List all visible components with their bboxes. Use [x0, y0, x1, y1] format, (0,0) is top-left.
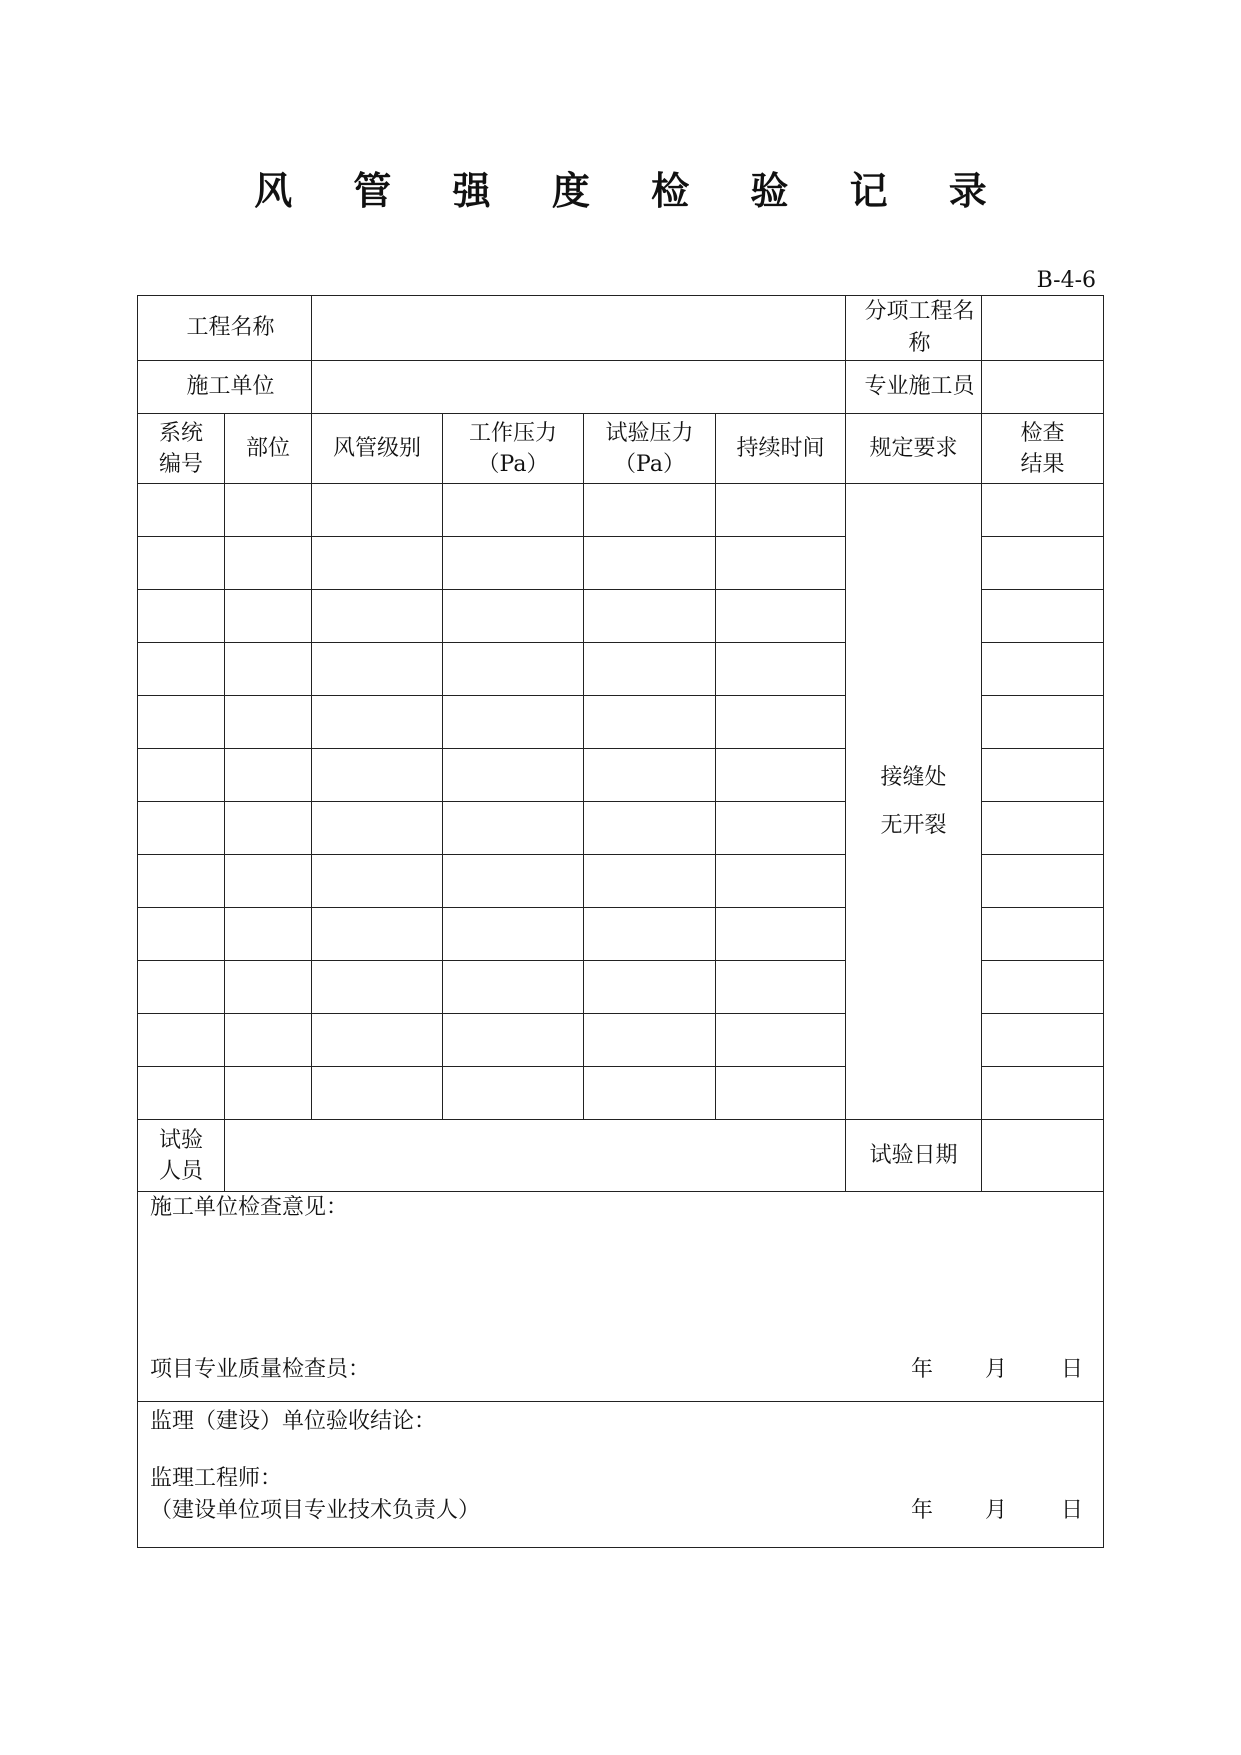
header-requirement: 规定要求: [846, 414, 982, 484]
duration-cell[interactable]: [716, 590, 846, 643]
test-pressure-cell[interactable]: [584, 961, 716, 1014]
construction-unit-label: 施工单位: [138, 361, 312, 414]
supervision-conclusion-label: 监理（建设）单位验收结论：: [150, 1409, 437, 1434]
duration-cell[interactable]: [716, 484, 846, 537]
duct-class-cell[interactable]: [312, 643, 443, 696]
system-no-cell[interactable]: [138, 643, 225, 696]
system-no-cell[interactable]: [138, 749, 225, 802]
test-pressure-cell[interactable]: [584, 484, 716, 537]
duct-class-cell[interactable]: [312, 590, 443, 643]
supervision-conclusion-section[interactable]: [138, 1402, 1104, 1548]
result-cell[interactable]: [982, 696, 1104, 749]
header-test-pressure-line2: （Pa）: [614, 451, 685, 477]
duct-class-cell[interactable]: [312, 749, 443, 802]
result-cell[interactable]: [982, 1067, 1104, 1120]
table-row: [138, 484, 1104, 537]
test-pressure-cell[interactable]: [584, 590, 716, 643]
duration-cell[interactable]: [716, 1067, 846, 1120]
working-pressure-cell[interactable]: [443, 855, 584, 908]
system-no-cell[interactable]: [138, 961, 225, 1014]
header-test-pressure-line1: 试验压力: [605, 420, 694, 446]
test-pressure-cell[interactable]: [584, 855, 716, 908]
system-no-cell[interactable]: [138, 484, 225, 537]
duct-class-cell[interactable]: [312, 855, 443, 908]
result-cell[interactable]: [982, 908, 1104, 961]
date-day: 日: [1061, 1498, 1084, 1523]
construction-opinion-date: [911, 1354, 1084, 1386]
header-result-line2: 结果: [1020, 451, 1065, 477]
duct-class-cell[interactable]: [312, 537, 443, 590]
duct-class-cell[interactable]: [312, 961, 443, 1014]
result-cell[interactable]: [982, 802, 1104, 855]
test-pressure-cell[interactable]: [584, 696, 716, 749]
system-no-cell[interactable]: [138, 1067, 225, 1120]
working-pressure-cell[interactable]: [443, 961, 584, 1014]
result-cell[interactable]: [982, 484, 1104, 537]
working-pressure-cell[interactable]: [443, 696, 584, 749]
header-location: 部位: [225, 414, 312, 484]
test-pressure-cell[interactable]: [584, 1067, 716, 1120]
location-cell[interactable]: [225, 484, 312, 537]
header-result-line1: 检查: [1020, 420, 1065, 446]
duct-class-cell[interactable]: [312, 1014, 443, 1067]
header-system-no: [138, 414, 225, 484]
construction-opinion-label: 施工单位检查意见：: [150, 1195, 349, 1220]
working-pressure-cell[interactable]: [443, 590, 584, 643]
duration-cell[interactable]: [716, 855, 846, 908]
date-day: 日: [1061, 1357, 1084, 1382]
header-duration: 持续时间: [716, 414, 846, 484]
test-pressure-cell[interactable]: [584, 1014, 716, 1067]
result-cell[interactable]: [982, 855, 1104, 908]
duration-cell[interactable]: [716, 643, 846, 696]
location-cell[interactable]: [225, 802, 312, 855]
project-name-label: 工程名称: [138, 296, 312, 361]
result-cell[interactable]: [982, 537, 1104, 590]
duration-cell[interactable]: [716, 1014, 846, 1067]
requirement-line2: 无开裂: [880, 812, 947, 838]
header-duct-class: 风管级别: [312, 414, 443, 484]
duration-cell[interactable]: [716, 961, 846, 1014]
construction-opinion-section[interactable]: [138, 1192, 1104, 1402]
tester-label-line2: 人员: [158, 1158, 203, 1184]
duct-class-cell[interactable]: [312, 484, 443, 537]
working-pressure-cell[interactable]: [443, 802, 584, 855]
working-pressure-cell[interactable]: [443, 1067, 584, 1120]
date-year: 年: [911, 1357, 934, 1382]
requirement-cell: [846, 484, 982, 1120]
date-year: 年: [911, 1498, 934, 1523]
specialist-field[interactable]: [982, 361, 1104, 414]
test-pressure-cell[interactable]: [584, 802, 716, 855]
construction-unit-field[interactable]: [312, 361, 846, 414]
location-cell[interactable]: [225, 961, 312, 1014]
tester-field[interactable]: [225, 1120, 846, 1192]
working-pressure-cell[interactable]: [443, 484, 584, 537]
date-month: 月: [985, 1357, 1008, 1382]
project-name-field[interactable]: [312, 296, 846, 361]
result-cell[interactable]: [982, 749, 1104, 802]
working-pressure-cell[interactable]: [443, 749, 584, 802]
location-cell[interactable]: [225, 908, 312, 961]
header-working-pressure: [443, 414, 584, 484]
duration-cell[interactable]: [716, 537, 846, 590]
working-pressure-cell[interactable]: [443, 908, 584, 961]
system-no-cell[interactable]: [138, 590, 225, 643]
test-date-field[interactable]: [982, 1120, 1104, 1192]
location-cell[interactable]: [225, 590, 312, 643]
duration-cell[interactable]: [716, 696, 846, 749]
system-no-cell[interactable]: [138, 537, 225, 590]
result-cell[interactable]: [982, 1014, 1104, 1067]
duct-class-cell[interactable]: [312, 696, 443, 749]
duration-cell[interactable]: [716, 908, 846, 961]
supervision-conclusion-date: [911, 1495, 1084, 1527]
working-pressure-cell[interactable]: [443, 1014, 584, 1067]
tester-label: [138, 1120, 225, 1192]
sub-project-label: 分项工程名称: [846, 296, 982, 361]
duration-cell[interactable]: [716, 802, 846, 855]
system-no-cell[interactable]: [138, 696, 225, 749]
duration-cell[interactable]: [716, 749, 846, 802]
location-cell[interactable]: [225, 855, 312, 908]
header-working-pressure-line1: 工作压力: [468, 420, 557, 446]
working-pressure-cell[interactable]: [443, 643, 584, 696]
header-test-pressure: [584, 414, 716, 484]
working-pressure-cell[interactable]: [443, 537, 584, 590]
duct-class-cell[interactable]: [312, 802, 443, 855]
header-result: [982, 414, 1104, 484]
header-system-no-line2: 编号: [158, 451, 203, 477]
location-cell[interactable]: [225, 1067, 312, 1120]
result-cell[interactable]: [982, 590, 1104, 643]
result-cell[interactable]: [982, 643, 1104, 696]
supervising-engineer-label: 监理工程师：: [150, 1466, 283, 1491]
inspection-form-table: [137, 295, 1104, 1548]
test-date-label: 试验日期: [846, 1120, 982, 1192]
test-pressure-cell[interactable]: [584, 537, 716, 590]
requirement-line1: 接缝处: [880, 764, 947, 790]
duct-class-cell[interactable]: [312, 908, 443, 961]
header-working-pressure-line2: （Pa）: [477, 451, 549, 477]
owner-technical-lead-label: （建设单位项目专业技术负责人）: [150, 1498, 481, 1523]
location-cell[interactable]: [225, 537, 312, 590]
location-cell[interactable]: [225, 643, 312, 696]
date-month: 月: [985, 1498, 1008, 1523]
form-code: B-4-6: [1036, 268, 1096, 293]
system-no-cell[interactable]: [138, 855, 225, 908]
system-no-cell[interactable]: [138, 908, 225, 961]
test-pressure-cell[interactable]: [584, 643, 716, 696]
page-title: 风 管 强 度 检 验 记 录: [254, 168, 1011, 213]
specialist-label: 专业施工员: [846, 361, 982, 414]
location-cell[interactable]: [225, 749, 312, 802]
header-system-no-line1: 系统: [158, 420, 203, 446]
result-cell[interactable]: [982, 961, 1104, 1014]
tester-label-line1: 试验: [158, 1127, 203, 1153]
sub-project-field[interactable]: [982, 296, 1104, 361]
duct-class-cell[interactable]: [312, 1067, 443, 1120]
location-cell[interactable]: [225, 1014, 312, 1067]
system-no-cell[interactable]: [138, 1014, 225, 1067]
location-cell[interactable]: [225, 696, 312, 749]
test-pressure-cell[interactable]: [584, 908, 716, 961]
system-no-cell[interactable]: [138, 802, 225, 855]
quality-inspector-label: 项目专业质量检查员：: [150, 1357, 371, 1382]
test-pressure-cell[interactable]: [584, 749, 716, 802]
